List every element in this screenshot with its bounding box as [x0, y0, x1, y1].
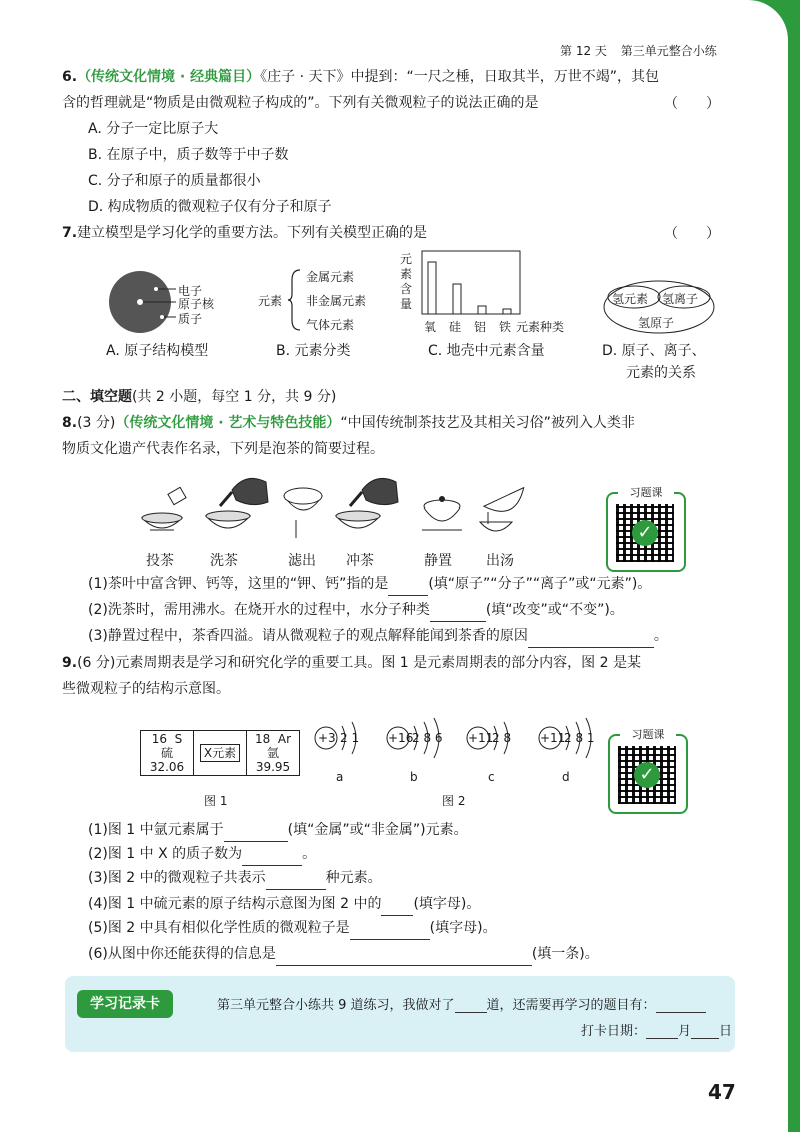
step-put-tea-icon — [142, 487, 186, 530]
step-label-6: 出汤 — [486, 553, 514, 569]
model-c-cat-silicon: 硅 — [449, 320, 462, 334]
model-c-cat-iron: 铁 — [499, 320, 512, 334]
question-8-line2: 物质文化遗产代表作名录，下列是泡茶的简要过程。 — [62, 441, 384, 457]
answer-paren-6[interactable]: （ ） — [664, 96, 720, 112]
blank-q9-5[interactable] — [350, 923, 430, 940]
model-d-right: 氢离子 — [662, 292, 699, 306]
particle-a-nucleus: +3 — [318, 731, 336, 745]
record-line-1: 第三单元整合小练共 9 道练习，我做对了 道，还需要再学习的题目有： — [217, 994, 706, 1013]
blank-review-items[interactable] — [656, 996, 706, 1013]
bar-iron — [503, 309, 511, 314]
tea-process-illustration — [136, 468, 536, 548]
atom-nucleus — [137, 299, 143, 305]
particle-d-nucleus: +11 — [540, 731, 566, 745]
cell-x-element: X元素 — [194, 731, 247, 776]
model-c-caption: C. 地壳中元素含量 — [428, 343, 545, 359]
model-c-bar-chart — [418, 250, 522, 316]
model-c-ylabel: 元素含量 — [400, 252, 413, 311]
question-7-text: 7.建立模型是学习化学的重要方法。下列有关模型正确的是 — [62, 225, 428, 241]
question-9-line1: 9.(6 分)元素周期表是学习和研究化学的重要工具。图 1 是元素周期表的部分内容，图 2 是某 — [62, 655, 641, 671]
section-2-heading: 二、填空题(共 2 小题，每空 1 分，共 9 分) — [62, 389, 337, 405]
model-d-caption-2: 元素的关系 — [626, 365, 696, 381]
step-filter-icon — [284, 488, 322, 538]
header-day: 第 12 天 — [560, 44, 607, 58]
blank-q9-3[interactable] — [266, 873, 326, 890]
question-6-tag: （传统文化情境 · 经典篇目） — [77, 69, 261, 85]
figure-1-label: 图 1 — [204, 794, 228, 808]
cell-argon: 18 Ar 氩 39.95 — [247, 731, 300, 776]
particle-c-nucleus: +11 — [468, 731, 494, 745]
blank-correct-count[interactable] — [455, 996, 487, 1013]
particle-a-label: a — [336, 770, 344, 784]
particle-c-label: c — [488, 770, 495, 784]
check-icon: ✓ — [634, 762, 660, 788]
model-d-left: 氢元素 — [612, 292, 649, 306]
step-wash-tea-icon — [206, 478, 268, 528]
atom-electron — [154, 287, 158, 291]
page-number: 47 — [708, 1080, 736, 1104]
bar-oxygen — [428, 262, 436, 314]
record-badge: 学习记录卡 — [77, 990, 173, 1018]
bar-silicon — [453, 284, 461, 314]
blank-month[interactable] — [646, 1022, 678, 1039]
option-6a: A. 分子一定比原子大 — [88, 121, 219, 137]
step-brew-icon — [336, 478, 398, 528]
model-c-cat-aluminum: 铝 — [474, 320, 487, 334]
qr-code-q9[interactable]: 习题课 ✓ — [608, 734, 688, 814]
particle-b-shells: 2 8 6 — [412, 731, 443, 745]
model-a-label-proton: 质子 — [178, 312, 203, 326]
particle-d-shells: 2 8 1 — [564, 731, 595, 745]
q8-sub-3: (3)静置过程中，茶香四溢。请从微观粒子的观点解释能闻到茶香的原因 。 — [88, 624, 668, 648]
model-d-caption-1: D. 原子、离子、 — [602, 343, 706, 359]
step-label-2: 洗茶 — [210, 553, 238, 569]
chart-frame — [422, 251, 520, 314]
model-c-xlabel: 元素种类 — [516, 320, 565, 334]
option-6b: B. 在原子中，质子数等于中子数 — [88, 147, 289, 163]
question-9-line2: 些微观粒子的结构示意图。 — [62, 681, 230, 697]
blank-q9-2[interactable] — [242, 849, 302, 866]
q8-sub-2: (2)洗茶时，需用沸水。在烧开水的过程中，水分子种类 (填“改变”或“不变”)。 — [88, 598, 624, 622]
qr-code-q8[interactable]: 习题课 ✓ — [606, 492, 686, 572]
header-unit: 第三单元整合小练 — [620, 44, 717, 58]
model-b-item-gas: 气体元素 — [306, 318, 355, 332]
q9-sub-5: (5)图 2 中具有相似化学性质的微观粒子是 (填字母)。 — [88, 916, 497, 940]
step-label-5: 静置 — [424, 553, 452, 569]
model-b-item-nonmetal: 非金属元素 — [306, 294, 367, 308]
q8-sub-1: (1)茶叶中富含钾、钙等，这里的“钾、钙”指的是 (填“原子”“分子”“离子”或“元素”)。 — [88, 572, 651, 596]
q9-sub-3: (3)图 2 中的微观粒子共表示 种元素。 — [88, 866, 382, 890]
bar-aluminum — [478, 306, 486, 314]
blank-q8-1[interactable] — [388, 579, 428, 596]
record-line-2: 打卡日期： 月 日 — [581, 1024, 733, 1039]
blank-q9-4[interactable] — [381, 899, 413, 916]
atom-proton — [160, 315, 164, 319]
model-a-label-nucleus: 原子核 — [178, 297, 215, 311]
blank-day[interactable] — [691, 1022, 719, 1039]
step-label-1: 投茶 — [146, 553, 174, 569]
q9-sub-1: (1)图 1 中氩元素属于 (填“金属”或“非金属”)元素。 — [88, 818, 468, 842]
blank-q8-2[interactable] — [430, 605, 486, 622]
cell-sulfur: 16 S 硫 32.06 — [141, 731, 194, 776]
option-6d: D. 构成物质的微观粒子仅有分子和原子 — [88, 199, 332, 215]
step-pour-icon — [480, 488, 530, 531]
question-6-line1: 6.（传统文化情境 · 经典篇目）《庄子 · 天下》中提到：“一尺之棰，日取其半，万世不竭”，其包 — [62, 69, 659, 85]
periodic-table-fragment — [140, 730, 300, 776]
model-b-item-metal: 金属元素 — [306, 270, 355, 284]
q9-sub-6: (6)从图中你还能获得的信息是 (填一条)。 — [88, 942, 599, 966]
particle-c-shells: 2 8 — [492, 731, 512, 745]
blank-q9-6[interactable] — [276, 949, 532, 966]
question-6-line2: 含的哲理就是“物质是由微观粒子构成的”。下列有关微观粒子的说法正确的是 — [62, 95, 539, 111]
option-6c: C. 分子和原子的质量都很小 — [88, 173, 261, 189]
step-label-3: 滤出 — [288, 553, 316, 569]
q9-sub-2: (2)图 1 中 X 的质子数为 。 — [88, 842, 316, 866]
model-b-brace — [288, 268, 302, 332]
model-b-caption: B. 元素分类 — [276, 343, 351, 359]
step-label-4: 冲茶 — [346, 553, 374, 569]
blank-q9-1[interactable] — [224, 825, 288, 842]
step-steep-icon — [422, 496, 462, 530]
particle-a-shells: 2 1 — [340, 731, 360, 745]
figure-2-label: 图 2 — [442, 794, 466, 808]
model-d-bottom: 氢原子 — [638, 316, 675, 330]
question-8-line1: 8.(3 分)（传统文化情境 · 艺术与特色技能）“中国传统制茶技艺及其相关习俗”被列入人类非 — [62, 415, 635, 431]
model-b-root: 元素 — [258, 294, 283, 308]
particle-b-nucleus: +16 — [388, 731, 414, 745]
q9-sub-4: (4)图 1 中硫元素的原子结构示意图为图 2 中的 (填字母)。 — [88, 892, 480, 916]
blank-q8-3[interactable] — [528, 631, 654, 648]
study-record-card — [65, 976, 735, 1052]
particle-b-label: b — [410, 770, 418, 784]
check-icon: ✓ — [632, 520, 658, 546]
page-header — [560, 42, 727, 59]
model-a-label-electron: 电子 — [178, 284, 203, 298]
model-a-caption: A. 原子结构模型 — [106, 343, 209, 359]
model-c-cat-oxygen: 氧 — [424, 320, 437, 334]
answer-paren-7[interactable]: （ ） — [664, 226, 720, 242]
particle-d-label: d — [562, 770, 570, 784]
